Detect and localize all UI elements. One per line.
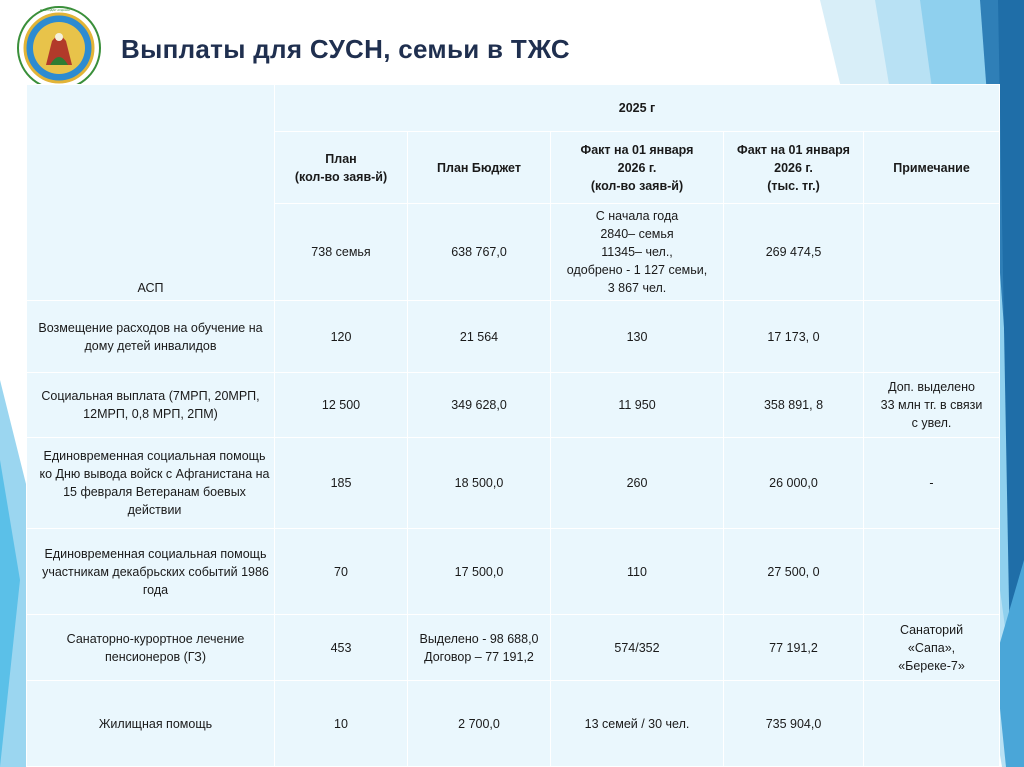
cell-afghanistan-budget: 18 500,0	[408, 438, 551, 529]
cell-home-education-plan: 120	[275, 301, 408, 373]
row-label-sanatorium: Санаторно-курортное лечение пенсионеров (ГЗ)	[27, 615, 275, 681]
cell-afghanistan-plan: 185	[275, 438, 408, 529]
col-header-fact-sum: Факт на 01 января 2026 г. (тыс. тг.)	[724, 132, 864, 204]
cell-housing-fact-sum: 735 904,0	[724, 681, 864, 767]
page-title: Выплаты для СУСН, семьи в ТЖС	[121, 34, 570, 64]
cell-social-payment-plan: 12 500	[275, 373, 408, 438]
cell-housing-fact-count: 13 семей / 30 чел.	[551, 681, 724, 767]
col-header-plan: План (кол-во заяв-й)	[275, 132, 408, 204]
cell-home-education-budget: 21 564	[408, 301, 551, 373]
cell-afghanistan-fact-count: 260	[551, 438, 724, 529]
cell-housing-budget: 2 700,0	[408, 681, 551, 767]
row-label-afghanistan: Единовременная социальная помощь ко Дню вывода войск с Афганистана на 15 февраля Ветеранам боевых действии	[27, 438, 275, 529]
row-label-asp: АСП	[27, 85, 275, 301]
cell-social-payment-note: Доп. выделено 33 млн тг. в связи с увел.	[864, 373, 1000, 438]
col-header-fact-count: Факт на 01 января 2026 г. (кол-во заяв-й)	[551, 132, 724, 204]
cell-home-education-fact-sum: 17 173, 0	[724, 301, 864, 373]
col-header-budget: План Бюджет	[408, 132, 551, 204]
cell-sanatorium-note: Санаторий «Сапа», «Береке-7»	[864, 615, 1000, 681]
emblem-text-top: ПАВЛОДАР АУДАНЫ	[40, 8, 70, 12]
cell-asp-fact-count: С начала года 2840– семья 11345– чел., одобрено - 1 127 семьи, 3 867 чел.	[551, 204, 724, 301]
cell-december-events-fact-sum: 27 500, 0	[724, 529, 864, 615]
cell-december-events-fact-count: 110	[551, 529, 724, 615]
cell-asp-budget: 638 767,0	[408, 204, 551, 301]
cell-sanatorium-plan: 453	[275, 615, 408, 681]
cell-home-education-note	[864, 301, 1000, 373]
cell-asp-fact-sum: 269 474,5	[724, 204, 864, 301]
row-label-housing: Жилищная помощь	[27, 681, 275, 767]
cell-december-events-budget: 17 500,0	[408, 529, 551, 615]
cell-asp-note	[864, 204, 1000, 301]
row-label-home-education: Возмещение расходов на обучение на дому детей инвалидов	[27, 301, 275, 373]
cell-social-payment-fact-count: 11 950	[551, 373, 724, 438]
cell-afghanistan-note: -	[864, 438, 1000, 529]
cell-sanatorium-fact-count: 574/352	[551, 615, 724, 681]
cell-december-events-note	[864, 529, 1000, 615]
year-header: 2025 г	[275, 85, 1000, 132]
akimat-emblem-icon	[16, 5, 102, 91]
row-label-social-payment: Социальная выплата (7МРП, 20МРП, 12МРП, 0,8 МРП, 2ПМ)	[27, 373, 275, 438]
cell-social-payment-budget: 349 628,0	[408, 373, 551, 438]
cell-december-events-plan: 70	[275, 529, 408, 615]
cell-afghanistan-fact-sum: 26 000,0	[724, 438, 864, 529]
col-header-note: Примечание	[864, 132, 1000, 204]
cell-social-payment-fact-sum: 358 891, 8	[724, 373, 864, 438]
cell-asp-plan: 738 семья	[275, 204, 408, 301]
payments-table	[26, 84, 1000, 767]
cell-housing-plan: 10	[275, 681, 408, 767]
cell-home-education-fact-count: 130	[551, 301, 724, 373]
cell-housing-note	[864, 681, 1000, 767]
cell-sanatorium-fact-sum: 77 191,2	[724, 615, 864, 681]
cell-sanatorium-budget: Выделено - 98 688,0 Договор – 77 191,2	[408, 615, 551, 681]
row-label-december-events: Единовременная социальная помощь участникам декабрьских событий 1986 года	[27, 529, 275, 615]
